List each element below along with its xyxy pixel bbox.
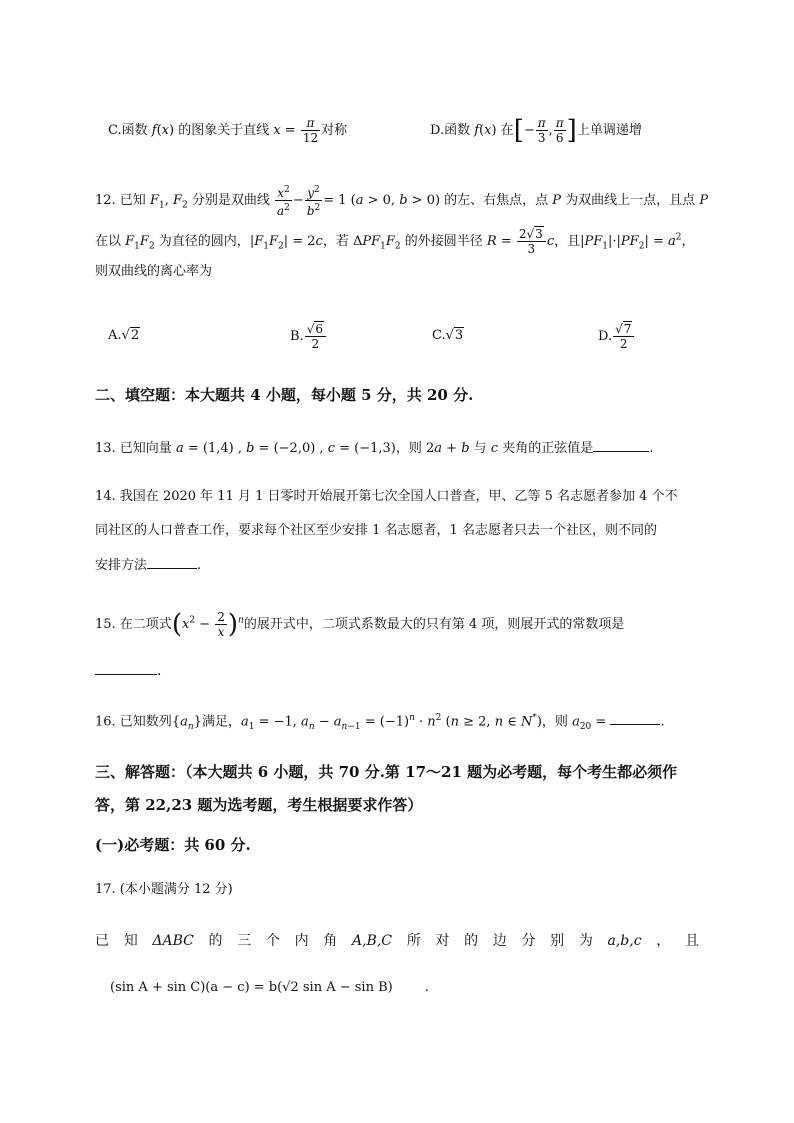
q16: 16. 已知数列$\{a_n\}$满足，$a_1 = -1$, $a_n - a_{n-1} = (-1)^n \cdot n^2$ (n ≥ 2, n ∈ N*)，则 $a_{20}$ = . [95, 708, 665, 737]
q11-option-d: D.函数 f(x) 在[− $\frac{\pi}{3}$ , $\frac{\pi}{6}$ ]上单调递增 [430, 115, 642, 146]
q12-line3: 则双曲线的离心率为 [95, 264, 213, 279]
section-3-title-line2: 答，第 22,23 题为选考题，考生根据要求作答） [95, 796, 423, 814]
q12-option-d: D. $\frac{√7}{2}$ [598, 322, 635, 351]
q13: 13. 已知向量 a = (1,4) , b = (−2,0) , c = (−1,3)，则 2a + b 与 c 夹角的正弦值是 . [95, 437, 653, 459]
q15: 15. 在二项式($x^2$ − $\frac{2}{x}$ )$^n$的展开式中，二项式系数最大的只有第 4 项，则展开式的常数项是 [95, 609, 625, 640]
q14-line1: 14. 我国在 2020 年 11 月 1 日零时开始展开第七次全国人口普查，甲、乙等 5 名志愿者参加 4 个不 [95, 489, 678, 504]
q12-line1: 12. 已知 $F_1$, $F_2$ 分别是双曲线 $\frac{x^2}{a^2}$ − $\frac{y^2}{b^2}$ = 1 (a > 0, b > 0) 的左、右焦点，点 P 为双曲线上一点，且点 P [95, 185, 709, 218]
subsection-required-title: (一)必考题：共 60 分. [95, 836, 251, 854]
q17-header: 17. (本小题满分 12 分) [95, 882, 233, 897]
q12-option-b: B. $\frac{√6}{2}$ [290, 322, 327, 351]
q13-answer-blank[interactable] [593, 437, 649, 452]
section-2-title: 二、填空题：本大题共 4 小题，每小题 5 分，共 20 分. [95, 386, 474, 404]
q12-option-a: A.√2 [108, 328, 140, 343]
q11-option-c: C.函数 f(x) 的图象关于直线 x = $\frac{\pi}{12}$ 对称 [108, 116, 348, 145]
q12-option-c: C.√3 [432, 328, 464, 343]
q15-answer-line: . [95, 660, 161, 681]
q14-line3: 安排方法 . [95, 554, 201, 576]
q17-line1: 已 知 ΔABC 的 三 个 内 角 A,B,C 所 对 的 边 分 别 为 a,b,c ， 且 [95, 933, 699, 949]
q14-answer-blank[interactable] [147, 554, 197, 569]
q16-answer-blank[interactable] [610, 710, 660, 725]
section-3-title-line1: 三、解答题：（本大题共 6 小题，共 70 分.第 17～21 题为必考题，每个考生都必须作 [95, 763, 678, 781]
q17-line2: (sin A + sin C)(a − c) = b(√2 sin A − sin B) . [110, 980, 429, 995]
q12-line2: 在以 $F_1F_2$ 为直径的圆内，$|F_1F_2| = 2c$，若 $\Delta PF_1F_2$ 的外接圆半径 R = $\frac{2√3}{3}$ c，且$|PF_1|\cdot|PF_2| = a^2$， [95, 227, 695, 256]
q14-line2: 同社区的人口普查工作，要求每个社区至少安排 1 名志愿者，1 名志愿者只去一个社区，则不同的 [95, 523, 657, 538]
q15-answer-blank[interactable] [95, 660, 157, 675]
